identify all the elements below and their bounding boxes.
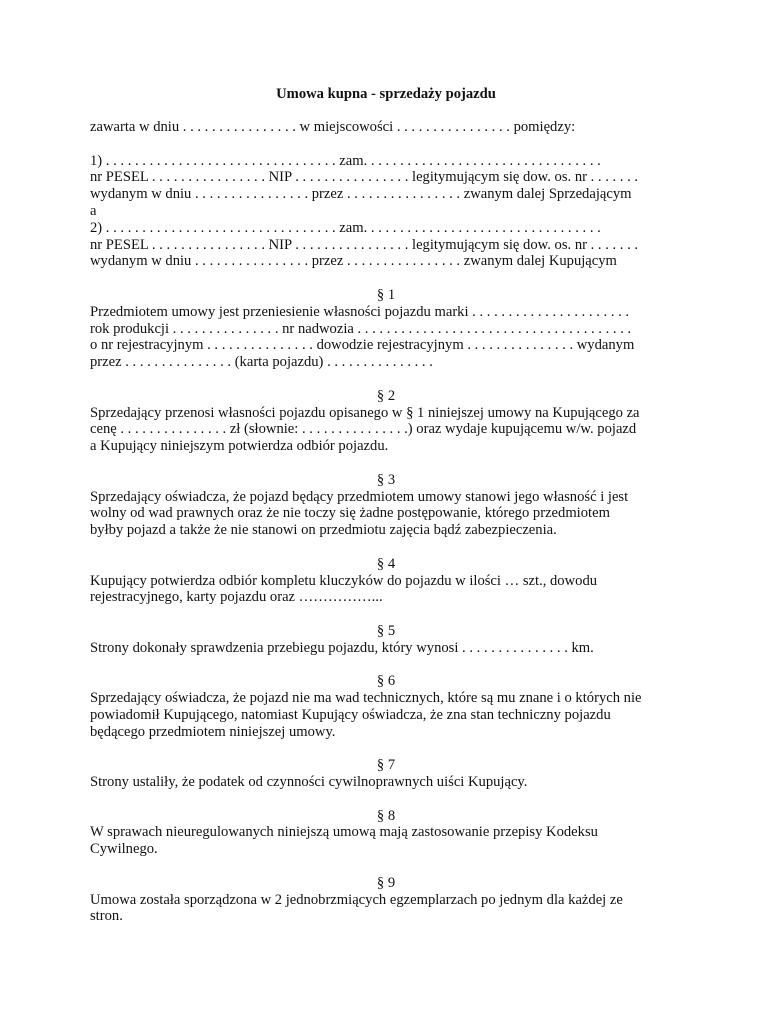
party-2-block xyxy=(90,220,682,270)
party-1-line: nr PESEL . . . . . . . . . . . . . . . . NIP . . . . . . . . . . . . . . . . legitymującym się dow. os. nr . . . . . . . xyxy=(90,169,639,186)
spacer xyxy=(90,455,682,472)
section-line: Strony ustaliły, że podatek od czynności cywilnoprawnych uiści Kupujący. xyxy=(90,774,528,791)
section-1 xyxy=(90,287,682,371)
section-heading: § 2 xyxy=(376,387,396,404)
section-line: Kupujący potwierdza odbiór kompletu kluczyków do pojazdu w ilości … szt., dowodu xyxy=(90,572,598,589)
section-4 xyxy=(90,556,682,606)
spacer xyxy=(90,657,682,674)
section-heading: § 1 xyxy=(376,286,396,303)
party-2-line: wydanym w dniu . . . . . . . . . . . . . . . . przez . . . . . . . . . . . . . . . . zwanym dalej Kupującym xyxy=(90,253,617,270)
party-1-block xyxy=(90,153,682,203)
section-line: wolny od wad prawnych oraz że nie toczy się żadne postępowanie, którego przedmiotem xyxy=(90,505,610,522)
section-line: przez . . . . . . . . . . . . . . . (karta pojazdu) . . . . . . . . . . . . . . . xyxy=(90,354,433,371)
section-line: byłby pojazd a także że nie stanowi on przedmiotu zajęcia bądź zabezpieczenia. xyxy=(90,522,557,539)
section-line: Przedmiotem umowy jest przeniesienie własności pojazdu marki . . . . . . . . . . . . . . . . . . . . . . xyxy=(90,303,630,320)
section-line: powiadomił Kupującego, natomiast Kupujący oświadcza, że zna stan techniczny pojazdu xyxy=(90,706,611,723)
party-2-line: nr PESEL . . . . . . . . . . . . . . . . NIP . . . . . . . . . . . . . . . . legitymującym się dow. os. nr . . . . . . . xyxy=(90,236,639,253)
section-heading: § 9 xyxy=(376,874,396,891)
section-line: rejestracyjnego, karty pojazdu oraz ……………... xyxy=(90,589,383,606)
section-3 xyxy=(90,472,682,539)
section-line: będącego przedmiotem niniejszej umowy. xyxy=(90,723,336,740)
sections-container xyxy=(90,270,682,925)
spacer xyxy=(90,606,682,623)
section-heading: § 3 xyxy=(376,471,396,488)
intro-line: zawarta w dniu . . . . . . . . . . . . . . . . w miejscowości . . . . . . . . . . . . . . . . pomiędzy: xyxy=(90,119,576,135)
section-line: Sprzedający oświadcza, że pojazd będący przedmiotem umowy stanowi jego własność i jest xyxy=(90,488,629,505)
document-title: Umowa kupna - sprzedaży pojazdu xyxy=(276,86,496,102)
section-heading: § 6 xyxy=(376,673,396,690)
section-line: Sprzedający oświadcza, że pojazd nie ma wad technicznych, które są mu znane i o których nie xyxy=(90,690,642,707)
section-2 xyxy=(90,388,682,455)
section-heading: § 8 xyxy=(376,807,396,824)
section-6 xyxy=(90,673,682,740)
section-line: Sprzedający przenosi własności pojazdu opisanego w § 1 niniejszej umowy na Kupującego za xyxy=(90,404,640,421)
party-2-line: 2) . . . . . . . . . . . . . . . . . . . . . . . . . . . . . . . . zam. . . . . . . . . . . . . . . . . . . . . . . . . . . . . . . . . xyxy=(90,219,601,236)
section-line: rok produkcji . . . . . . . . . . . . . . . nr nadwozia . . . . . . . . . . . . . . . . . . . . . . . . . . . . . . . . . . . . . . xyxy=(90,320,632,337)
spacer xyxy=(90,539,682,556)
section-7 xyxy=(90,757,682,791)
section-line: stron. xyxy=(90,908,123,925)
section-heading: § 7 xyxy=(376,757,396,774)
section-heading: § 4 xyxy=(376,555,396,572)
section-9 xyxy=(90,875,682,925)
party-1-line: wydanym w dniu . . . . . . . . . . . . . . . . przez . . . . . . . . . . . . . . . . zwanym dalej Sprzedającym xyxy=(90,186,632,203)
conjunction: a xyxy=(90,202,97,219)
spacer xyxy=(90,791,682,808)
section-line: Umowa została sporządzona w 2 jednobrzmiących egzemplarzach po jednym dla każdej ze xyxy=(90,891,623,908)
section-line: Strony dokonały sprawdzenia przebiegu pojazdu, który wynosi . . . . . . . . . . . . . . . km. xyxy=(90,639,594,656)
section-line: o nr rejestracyjnym . . . . . . . . . . . . . . . dowodzie rejestracyjnym . . . . . . . . . . . . . . . wydanym xyxy=(90,337,635,354)
section-8 xyxy=(90,808,682,858)
spacer xyxy=(90,371,682,388)
section-line: a Kupujący niniejszym potwierdza odbiór pojazdu. xyxy=(90,438,389,455)
party-1-line: 1) . . . . . . . . . . . . . . . . . . . . . . . . . . . . . . . . zam. . . . . . . . . . . . . . . . . . . . . . . . . . . . . . . . . xyxy=(90,152,601,169)
spacer xyxy=(90,270,682,287)
section-line: Cywilnego. xyxy=(90,841,158,858)
section-5 xyxy=(90,623,682,657)
spacer xyxy=(90,740,682,757)
section-line: W sprawach nieuregulowanych niniejszą umową mają zastosowanie przepisy Kodeksu xyxy=(90,824,598,841)
section-heading: § 5 xyxy=(376,622,396,639)
spacer xyxy=(90,136,682,153)
section-line: cenę . . . . . . . . . . . . . . . zł (słownie: . . . . . . . . . . . . . . .) oraz wydaje kupującemu w/w. pojazd xyxy=(90,421,637,438)
document-page xyxy=(90,86,682,925)
spacer xyxy=(90,858,682,875)
